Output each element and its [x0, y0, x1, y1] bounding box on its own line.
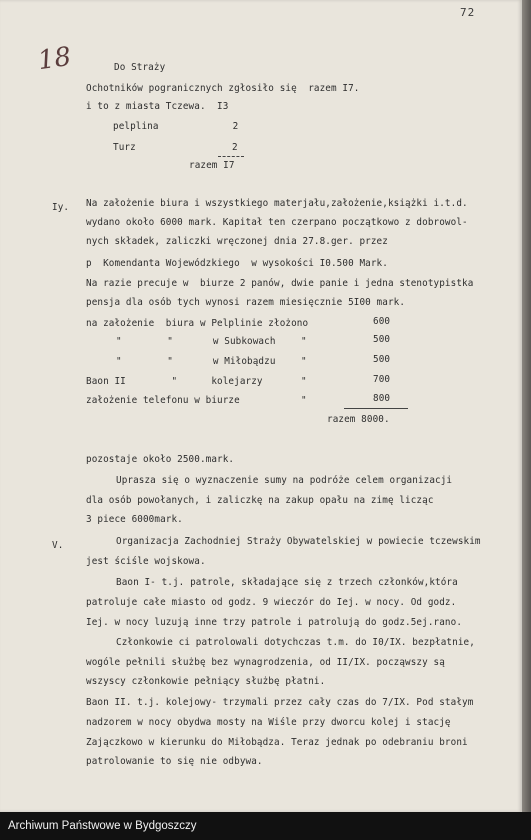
costs-total: razem 8000. [327, 414, 390, 425]
archive-number: 72 [460, 6, 476, 19]
section-v-line: patrolowanie to się nie odbywa. [86, 756, 263, 767]
costs-sum-rule [344, 408, 408, 409]
cost-row-amount: 500 [373, 354, 391, 365]
section-v-line: jest ściśle wojskowa. [86, 556, 206, 567]
section-iv-line-2: wydano około 6000 mark. Kapitał ten czerpano początkowo z dobrowol- [86, 217, 468, 228]
section-v-line: Baon II. t.j. kolejowy- trzymali przez cały czas do 7/IX. Pod stałym [86, 697, 474, 708]
letter-line-3: pelplina 2 [113, 121, 239, 132]
section-v-line: Organizacja Zachodniej Straży Obywatelskiej w powiecie tczewskim [116, 536, 481, 547]
section-v-line: Iej. w nocy luzują inne trzy patrole i patrolują do godz.5ej.rano. [86, 617, 463, 628]
section-iv-line-5: Na razie precuje w biurze 2 panów, dwie panie i jedna stenotypistka [86, 278, 474, 289]
sum-rule [218, 156, 244, 157]
cost-row-label: na założenie biura w Pelplinie złożono [86, 318, 309, 329]
letter-line-4-value: 2 [232, 142, 238, 153]
section-iv-line-1: Na założenie biura i wszystkiego materjału,założenie,książki i.t.d. [86, 198, 468, 209]
letter-line-2: i to z miasta Tczewa. I3 [86, 101, 229, 112]
addressee: Do Straży [114, 62, 166, 73]
request-line-1: Uprasza się o wyznaczenie sumy na podróże celem organizacji [116, 475, 453, 486]
archive-footer: Archiwum Państwowe w Bydgoszczy [0, 812, 531, 840]
section-iv-line-3: nych składek, zaliczki wręczonej dnia 27.8.ger. przez [86, 236, 388, 247]
section-v-line: Członkowie ci patrolowali dotychczas t.m. do I0/IX. bezpłatnie, [116, 637, 475, 648]
section-v-line: wogóle pełnili służbę bez wynagrodzenia, od II/IX. począwszy są [86, 657, 445, 668]
section-iv-numeral: Iy. [52, 202, 70, 213]
page-edge [522, 0, 531, 812]
cost-row-amount: 600 [373, 316, 391, 327]
remaining-funds: pozostaje około 2500.mark. [86, 454, 235, 465]
letter-line-1: Ochotników pogranicznych zgłosiło się razem I7. [86, 83, 360, 94]
cost-row-label: Baon II " kolejarzy [86, 376, 263, 387]
section-v-line: Baon I- t.j. patrole, składające się z trzech członków,która [116, 577, 458, 588]
letter-line-4: Turz [113, 142, 136, 153]
section-v-numeral: V. [52, 540, 64, 551]
section-v-line: Zajączkowo w kierunku do Miłobądza. Teraz jednak po odebraniu broni [86, 737, 468, 748]
cost-row-ditto: " [301, 336, 307, 347]
section-iv-line-6: pensja dla osób tych wynosi razem miesięcznie 5I00 mark. [86, 297, 406, 308]
cost-row-label: założenie telefonu w biurze [86, 395, 240, 406]
letter-total: razem I7 [189, 160, 235, 171]
cost-row-amount: 800 [373, 393, 391, 404]
request-line-2: dla osób powołanych, i zaliczkę na zakup opału na zimę licząc [86, 495, 434, 506]
cost-row-label: " " w Miłobądzu [116, 356, 276, 367]
cost-row-amount: 500 [373, 334, 391, 345]
section-v-line: patroluje całe miasto od godz. 9 wieczór do Iej. w nocy. Od godz. [86, 597, 457, 608]
cost-row-label: " " w Subkowach [116, 336, 276, 347]
section-v-line: nadzorem w nocy obydwa mosty na Wiśle przy dworcu kolej i stację [86, 717, 451, 728]
cost-row-amount: 700 [373, 374, 391, 385]
folio-number: 18 [36, 41, 74, 77]
cost-row-ditto: " [301, 356, 307, 367]
section-iv-line-4: p Komendanta Wojewódzkiego w wysokości I0.500 Mark. [86, 258, 388, 269]
cost-row-ditto: " [301, 395, 307, 406]
section-v-line: wszyscy członkowie pełniący służbę płatni. [86, 676, 326, 687]
cost-row-ditto: " [301, 376, 307, 387]
request-line-3: 3 piece 6000mark. [86, 514, 183, 525]
